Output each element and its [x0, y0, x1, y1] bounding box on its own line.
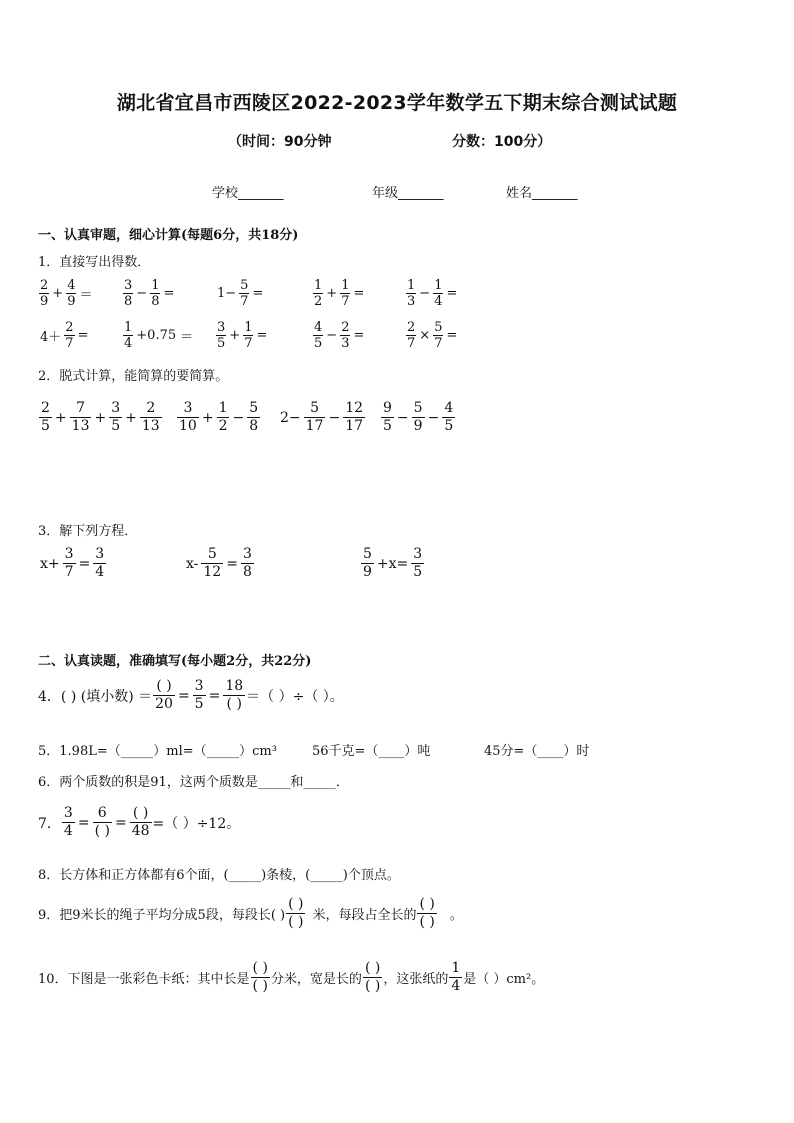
q2-item-4-fraction-3-numerator: 5 — [413, 400, 423, 416]
q1-item-4-fraction-a — [313, 278, 323, 309]
q9-blank-numerator-2[interactable]: ( ) — [419, 896, 435, 912]
q1-item-2-fraction-a-numerator: 3 — [124, 278, 133, 293]
q2-item-2-fraction-5-numerator: 5 — [249, 400, 259, 416]
q3-equation-2-fraction-a-numerator: 5 — [207, 546, 217, 562]
q1-item-6-fraction-b — [64, 320, 74, 351]
q2-item-2-fraction-5-denominator: 8 — [249, 418, 259, 434]
q1-item-1-fraction-b-numerator: 4 — [67, 278, 76, 293]
q2-item-1-fraction-3-denominator: 13 — [71, 418, 90, 434]
q1-item-6 — [38, 320, 90, 351]
q1-item-7-fraction-a-denominator: 4 — [124, 336, 133, 351]
q2-item-4-fraction-1 — [381, 400, 394, 435]
question-4: 4．( ) (填小数) ＝ ( ) 20 = 3 5 = 18 ( ) ＝（ ）÷（ ）。 — [38, 678, 344, 712]
q2-item-4-fraction-5-numerator: 4 — [444, 400, 454, 416]
q1-item-5-fraction-b-numerator: 1 — [434, 278, 443, 293]
q2-item-4-operator-4: − — [427, 409, 440, 426]
q2-item-4-fraction-3-denominator: 9 — [413, 418, 423, 434]
q2-item-2-fraction-3-denominator: 2 — [218, 418, 228, 434]
q2-item-4-fraction-5-denominator: 5 — [444, 418, 454, 434]
q1-item-4-equals: = — [353, 286, 365, 301]
q9-prefix: 9．把9米长的绳子平均分成5段，每段长( ) — [38, 908, 286, 923]
q7-fraction-1 — [62, 805, 75, 840]
q9-suffix: 。 — [449, 908, 463, 923]
q1-item-5-fraction-b — [433, 278, 443, 309]
q2-item-2-fraction-3-numerator: 1 — [218, 400, 228, 416]
q1-item-10-fraction-b-denominator: 7 — [434, 336, 443, 351]
section-2-title: 二、认真读题，准确填写(每小题2分，共22分) — [38, 654, 312, 669]
question-1-title: 1．直接写出得数． — [38, 255, 151, 270]
q1-item-1-fraction-a-numerator: 2 — [40, 278, 49, 293]
q2-item-3-fraction-4-numerator: 12 — [345, 400, 364, 416]
q2-item-2-operator-4: − — [232, 409, 245, 426]
q3-equation-1-fraction-a-numerator: 3 — [64, 546, 74, 562]
q3-equation-3-fraction-b — [411, 546, 424, 581]
q1-item-2-equals: = — [163, 286, 175, 301]
question-10 — [38, 960, 544, 995]
q1-item-9-fraction-b-numerator: 2 — [341, 320, 350, 335]
q7-f1-numerator: 3 — [63, 805, 73, 821]
q1-item-10-fraction-a-numerator: 2 — [407, 320, 416, 335]
q10-blank-numerator-2[interactable]: ( ) — [364, 960, 381, 976]
q7-fraction-2 — [93, 805, 112, 840]
question-3-title: 3．解下列方程． — [38, 524, 138, 539]
q2-item-1-operator-6: + — [125, 409, 137, 426]
q1-item-2-operator: − — [136, 286, 148, 301]
q2-item-3-fraction-4 — [343, 400, 365, 435]
q1-item-8-fraction-a-denominator: 5 — [217, 336, 226, 351]
q2-item-1-fraction-5-numerator: 3 — [111, 400, 121, 416]
q1-item-5-fraction-a — [406, 278, 416, 309]
q1-item-7-fraction-a — [123, 320, 133, 351]
q4-f2-denominator: 5 — [194, 696, 204, 712]
q1-item-1-fraction-a-denominator: 9 — [40, 294, 49, 309]
q3-equation-3-fraction-a — [361, 546, 374, 581]
q2-item-4-fraction-1-numerator: 9 — [383, 400, 392, 416]
q10-blank-denominator-1[interactable]: ( ) — [252, 978, 268, 994]
q7-f2-numerator: 6 — [97, 805, 107, 821]
q1-item-10-fraction-b-numerator: 5 — [434, 320, 443, 335]
q9-blank-denominator-2[interactable]: ( ) — [419, 914, 435, 930]
q10-prefix: 10．下图是一张彩色卡纸：其中长是 — [38, 972, 250, 987]
q1-item-9-fraction-a-denominator: 5 — [314, 336, 323, 351]
q2-item-1-fraction-3-numerator: 7 — [76, 400, 86, 416]
q2-item-4-fraction-1-denominator: 5 — [383, 418, 392, 434]
q2-item-1-fraction-5-denominator: 5 — [111, 418, 121, 434]
q1-item-4-fraction-b-denominator: 7 — [341, 294, 350, 309]
q2-item-3-fraction-2-numerator: 5 — [310, 400, 320, 416]
q2-item-2-fraction-1 — [177, 400, 199, 435]
q3-equation-3-fraction-b-numerator: 3 — [413, 546, 423, 562]
q7-f1-denominator: 4 — [63, 823, 73, 839]
exam-score: 分数：100分） — [452, 134, 552, 150]
q10-fraction-2[interactable] — [363, 960, 382, 995]
q1-item-5 — [405, 278, 459, 309]
q9-fraction-1[interactable] — [286, 896, 305, 931]
q1-item-1-operator: + — [52, 286, 64, 301]
question-5a: 5．1.98L=（_____）ml=（_____）cm³ — [38, 744, 277, 759]
q1-item-1-fraction-b — [66, 278, 76, 309]
question-5c: 45分=（____）时 — [484, 744, 590, 759]
q1-item-9-fraction-a-numerator: 4 — [314, 320, 323, 335]
q1-item-1-equals: ＝ — [79, 288, 93, 303]
exam-time: （时间：90分钟 — [228, 134, 332, 150]
q2-item-3-fraction-2-denominator: 17 — [305, 418, 324, 434]
q3-equation-3 — [360, 546, 425, 581]
q3-equation-2-middle: = — [226, 555, 238, 572]
q10-blank-numerator-1[interactable]: ( ) — [252, 960, 268, 976]
q2-item-1-fraction-3 — [70, 400, 92, 435]
q3-equation-1-fraction-b-denominator: 4 — [95, 564, 105, 580]
q4-suffix: ＝（ ）÷（ ）。 — [246, 688, 344, 705]
q1-item-3 — [215, 278, 265, 309]
q2-item-1-fraction-5 — [109, 400, 122, 435]
q4-denominator: 20 — [155, 696, 173, 712]
q9-fraction-2[interactable] — [417, 896, 436, 931]
q3-equation-1-prefix: x+ — [40, 555, 60, 572]
q1-item-2-fraction-a — [123, 278, 133, 309]
q1-item-4-operator: + — [326, 286, 338, 301]
q1-item-8-operator: + — [229, 328, 241, 343]
q2-item-2-fraction-1-numerator: 3 — [183, 400, 193, 416]
q3-equation-1-fraction-a-denominator: 7 — [64, 564, 74, 580]
q7-f3-denominator: 48 — [131, 823, 150, 839]
q1-item-10-operator: × — [419, 328, 431, 343]
q3-equation-1-fraction-b-numerator: 3 — [95, 546, 105, 562]
q3-equation-2 — [184, 546, 255, 581]
question-6: 6．两个质数的积是91，这两个质数是_____和_____． — [38, 775, 349, 790]
q3-equation-2-prefix: x- — [186, 555, 199, 572]
q2-item-4 — [380, 400, 456, 435]
q1-item-3-fraction-b — [239, 278, 249, 309]
q1-item-4-fraction-a-denominator: 2 — [314, 294, 323, 309]
q1-item-8 — [215, 320, 269, 351]
q1-item-5-equals: = — [446, 286, 458, 301]
q9-blank-numerator-1[interactable]: ( ) — [288, 896, 304, 912]
q1-item-9-equals: = — [353, 328, 365, 343]
q2-item-1-operator-4: + — [94, 409, 107, 426]
q1-item-10-fraction-a — [406, 320, 416, 351]
q7-fraction-3 — [130, 805, 152, 840]
q1-item-7-fraction-a-numerator: 1 — [124, 320, 133, 335]
section-1-title: 一、认真审题，细心计算(每题6分，共18分) — [38, 228, 299, 243]
q1-item-10-equals: = — [446, 328, 458, 343]
q1-item-6-fraction-b-denominator: 7 — [65, 336, 74, 351]
q10-middle-2: ，这张纸的 — [383, 972, 449, 987]
q2-item-3-fraction-2 — [304, 400, 326, 435]
grade-field[interactable]: 年级_______ — [372, 186, 444, 201]
q3-equation-2-fraction-a — [201, 546, 223, 581]
q10-f3-numerator: 1 — [451, 960, 461, 976]
q1-item-8-fraction-a-numerator: 3 — [217, 320, 226, 335]
q1-item-10-fraction-b — [433, 320, 443, 351]
q3-equation-3-middle: +x= — [376, 555, 409, 572]
q1-item-8-fraction-b-numerator: 1 — [244, 320, 253, 335]
q1-item-7 — [122, 320, 195, 351]
q9-middle: 米，每段占全长的 — [312, 908, 417, 923]
q4-prefix: 4．( ) (填小数) ＝ — [38, 688, 153, 705]
q1-item-3-equals: = — [252, 286, 264, 301]
q1-item-2-fraction-b — [150, 278, 160, 309]
question-9 — [38, 896, 463, 931]
q1-item-9-fraction-a — [313, 320, 323, 351]
q2-item-3-operator-3: − — [328, 409, 341, 426]
q3-equation-2-fraction-b-numerator: 3 — [242, 546, 252, 562]
q10-fraction-1[interactable] — [251, 960, 270, 995]
q1-item-2 — [122, 278, 176, 309]
q2-item-4-operator-2: − — [396, 409, 409, 426]
question-2-title: 2．脱式计算，能简算的要简算。 — [38, 369, 229, 384]
q2-item-2-operator-2: + — [201, 409, 214, 426]
q1-item-3-prefix: 1− — [217, 286, 237, 301]
q2-item-1-fraction-1-denominator: 5 — [41, 418, 50, 434]
q1-item-5-fraction-b-denominator: 4 — [434, 294, 443, 309]
q10-blank-denominator-2[interactable]: ( ) — [364, 978, 381, 994]
q1-item-8-fraction-b — [243, 320, 253, 351]
q1-item-10-fraction-a-denominator: 7 — [407, 336, 416, 351]
q7-suffix: =（ ）÷12。 — [152, 815, 241, 832]
q1-item-10 — [405, 320, 459, 351]
q1-item-7-equals: ＝ — [180, 330, 194, 345]
q7-prefix: 7． — [38, 815, 61, 832]
q2-item-2-fraction-1-denominator: 10 — [179, 418, 197, 434]
q1-item-6-equals: = — [77, 328, 89, 343]
q10-middle-1: 分米，宽是长的 — [270, 972, 362, 987]
q2-item-1-fraction-7-numerator: 2 — [146, 400, 156, 416]
q1-item-3-fraction-b-denominator: 7 — [240, 294, 249, 309]
q1-item-1-fraction-a — [39, 278, 49, 309]
q9-blank-denominator-1[interactable]: ( ) — [288, 914, 304, 930]
q7-blank-denominator[interactable]: ( ) — [94, 823, 110, 839]
q1-item-4-fraction-a-numerator: 1 — [314, 278, 323, 293]
q3-equation-1-middle: = — [78, 555, 91, 572]
q3-equation-3-fraction-a-denominator: 9 — [363, 564, 372, 580]
q10-f3-denominator: 4 — [451, 978, 461, 994]
q3-equation-2-fraction-a-denominator: 12 — [203, 564, 222, 580]
q3-equation-1 — [38, 546, 107, 581]
q2-item-1 — [38, 400, 163, 435]
q4-fraction-3 — [223, 678, 245, 713]
q4-fraction-2 — [193, 678, 206, 713]
q1-item-7-operator: +0.75 — [136, 328, 177, 343]
q1-item-5-fraction-a-numerator: 1 — [407, 278, 416, 293]
q1-item-8-fraction-a — [216, 320, 226, 351]
q4-f3-numerator: 18 — [225, 678, 244, 694]
q1-item-8-fraction-b-denominator: 7 — [244, 336, 253, 351]
q1-item-9-operator: − — [326, 328, 338, 343]
q1-item-6-prefix: 4＋ — [40, 330, 62, 345]
q1-item-5-fraction-a-denominator: 3 — [407, 294, 416, 309]
school-field[interactable]: 学校_______ — [212, 186, 284, 201]
q1-item-4 — [312, 278, 366, 309]
q10-fraction-3 — [449, 960, 462, 995]
q1-item-9-fraction-b — [340, 320, 350, 351]
q3-equation-3-fraction-a-numerator: 5 — [363, 546, 372, 562]
q1-item-2-fraction-b-denominator: 8 — [151, 294, 160, 309]
q2-item-2-fraction-3 — [217, 400, 230, 435]
q2-item-1-fraction-1-numerator: 2 — [41, 400, 50, 416]
q2-item-1-operator-2: + — [54, 409, 67, 426]
q4-f2-numerator: 3 — [194, 678, 204, 694]
q3-equation-2-fraction-b — [241, 546, 254, 581]
q1-item-6-fraction-b-numerator: 2 — [65, 320, 74, 335]
q2-item-1-fraction-7 — [140, 400, 162, 435]
q1-item-8-equals: = — [256, 328, 268, 343]
q2-item-4-fraction-3 — [412, 400, 425, 435]
q2-item-2 — [176, 400, 261, 435]
q3-equation-2-fraction-b-denominator: 8 — [242, 564, 252, 580]
question-8: 8．长方体和正方体都有6个面，(_____)条棱，(_____)个顶点。 — [38, 868, 400, 883]
q3-equation-3-fraction-b-denominator: 5 — [413, 564, 423, 580]
question-5b: 56千克=（____）吨 — [312, 744, 431, 759]
q1-item-4-fraction-b-numerator: 1 — [341, 278, 350, 293]
q1-item-1 — [38, 278, 94, 309]
q1-item-9 — [312, 320, 366, 351]
page-title: 湖北省宜昌市西陵区2022-2023学年数学五下期末综合测试试题 — [116, 92, 678, 114]
q4-fraction-1 — [153, 678, 175, 713]
q2-item-1-fraction-1 — [39, 400, 52, 435]
q3-equation-1-fraction-a — [63, 546, 76, 581]
q2-item-3-fraction-4-denominator: 17 — [345, 418, 364, 434]
q1-item-5-operator: − — [419, 286, 431, 301]
q10-suffix: 是（ ）cm²。 — [463, 972, 545, 987]
q1-item-3-fraction-b-numerator: 5 — [240, 278, 249, 293]
q3-equation-1-fraction-b — [93, 546, 106, 581]
q2-item-4-fraction-5 — [442, 400, 455, 435]
q4-blank-numerator[interactable]: ( ) — [156, 678, 172, 694]
q2-item-3 — [278, 400, 366, 435]
name-field[interactable]: 姓名_______ — [506, 186, 578, 201]
q4-blank-denominator[interactable]: ( ) — [226, 696, 242, 712]
q1-item-1-fraction-b-denominator: 9 — [67, 294, 76, 309]
q1-item-4-fraction-b — [340, 278, 350, 309]
q1-item-9-fraction-b-denominator: 3 — [341, 336, 350, 351]
q2-item-2-fraction-5 — [247, 400, 260, 435]
q2-item-1-fraction-7-denominator: 13 — [141, 418, 160, 434]
q2-item-3-operator-1: 2− — [280, 409, 301, 426]
q7-blank-numerator[interactable]: ( ) — [132, 805, 149, 821]
question-7: 7． 3 4 = 6 ( ) = ( ) 48 =（ ）÷12。 — [38, 805, 241, 839]
q1-item-2-fraction-b-numerator: 1 — [151, 278, 160, 293]
q1-item-2-fraction-a-denominator: 8 — [124, 294, 133, 309]
